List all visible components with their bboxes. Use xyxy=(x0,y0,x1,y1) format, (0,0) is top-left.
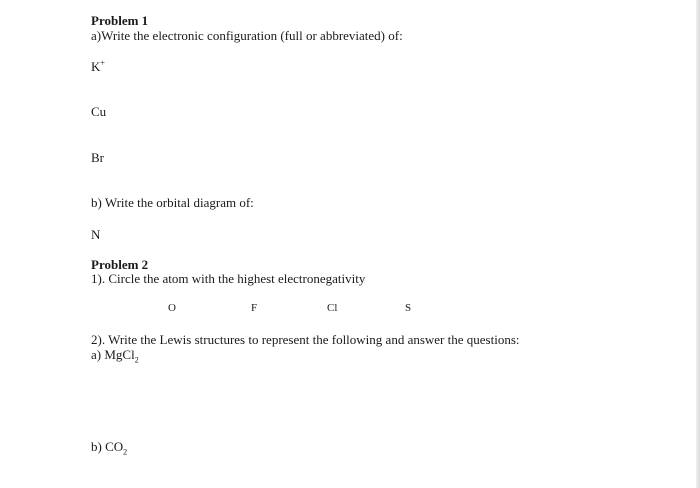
problem-2-question-2: 2). Write the Lewis structures to represent the following and answer the questions: xyxy=(91,332,520,347)
problem-1-part-a-instruction: a)Write the electronic configuration (full or abbreviated) of: xyxy=(91,28,403,43)
element-cu: Cu xyxy=(91,104,107,119)
compound-co2 xyxy=(91,439,128,457)
element-br: Br xyxy=(91,150,104,165)
atom-option-cl: Cl xyxy=(327,302,338,314)
element-n: N xyxy=(91,227,101,242)
atom-option-f: F xyxy=(251,302,258,314)
problem-1-part-b-instruction: b) Write the orbital diagram of: xyxy=(91,195,254,210)
ion-k-plus xyxy=(91,59,105,74)
page-edge-shadow xyxy=(696,0,700,488)
compound-mgcl2-text: a) MgCl xyxy=(91,347,135,362)
compound-mgcl2 xyxy=(91,347,139,365)
ion-k-charge: + xyxy=(100,58,105,68)
problem-1-title: Problem 1 xyxy=(91,13,149,28)
atom-option-s: S xyxy=(405,302,412,314)
problem-2-title: Problem 2 xyxy=(91,257,149,272)
compound-co2-subscript: 2 xyxy=(123,447,128,457)
atom-option-o: O xyxy=(168,302,176,314)
ion-k-symbol: K xyxy=(91,59,101,74)
problem-2-question-1: 1). Circle the atom with the highest electronegativity xyxy=(91,271,366,286)
compound-mgcl2-subscript: 2 xyxy=(134,355,139,365)
compound-co2-text: b) CO xyxy=(91,439,124,454)
